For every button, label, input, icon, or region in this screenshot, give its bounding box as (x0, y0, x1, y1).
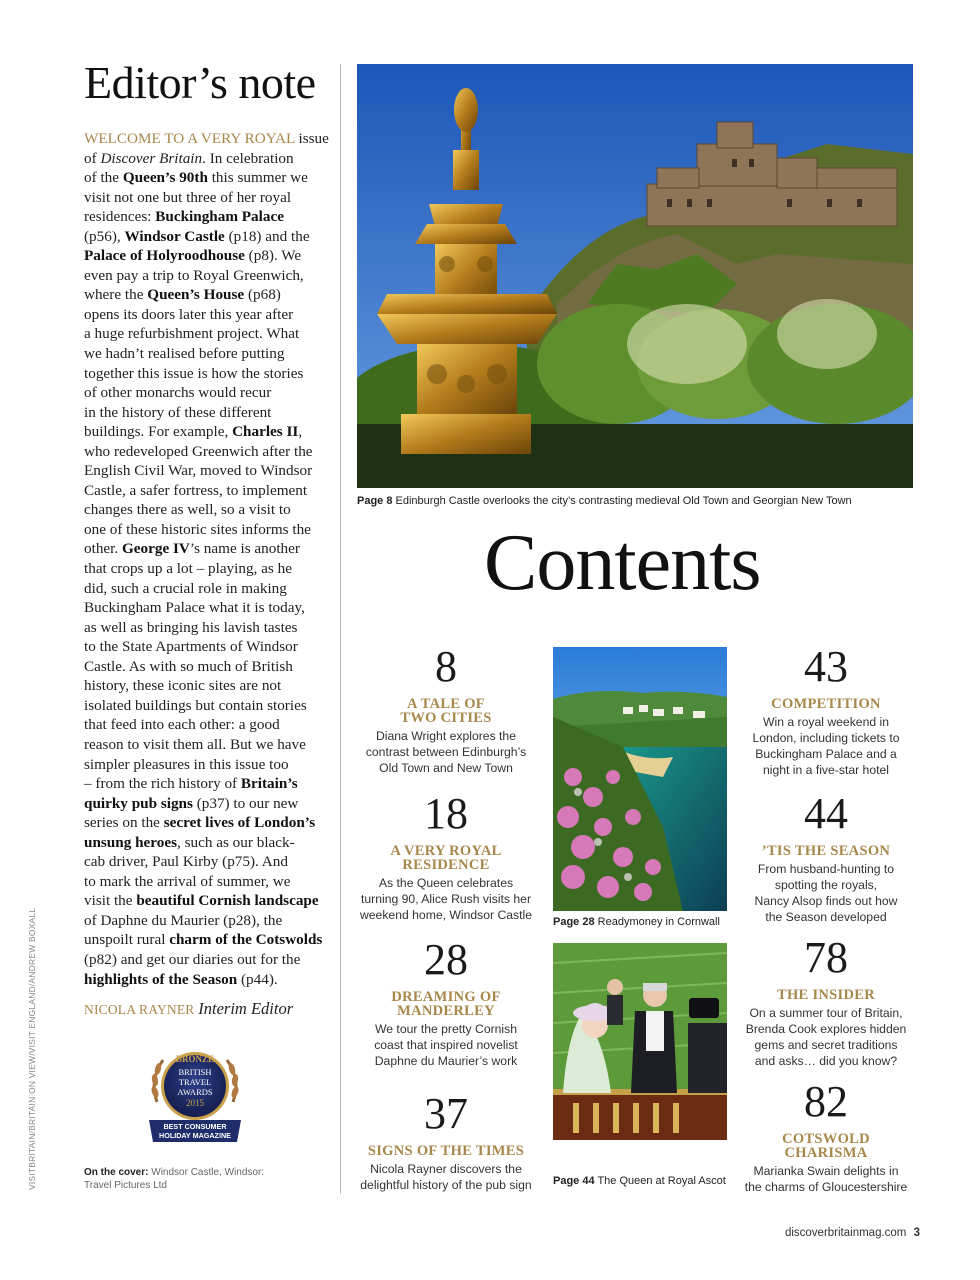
editor-body-line: (p56), Windsor Castle (p18) and the (84, 227, 310, 245)
page-footer (785, 1227, 920, 1239)
contents-item[interactable] (351, 642, 541, 776)
signature-name: NICOLA RAYNER (84, 1002, 195, 1017)
editor-body-line: to mark the arrival of summer, we (84, 872, 291, 890)
item-description: Nicola Rayner discovers the delightful history of the pub sign (360, 1162, 532, 1192)
item-headline: DREAMING OF MANDERLEY (391, 989, 501, 1019)
item-headline: A TALE OF TWO CITIES (400, 696, 492, 726)
editor-body-line: Palace of Holyroodhouse (p8). We (84, 247, 302, 265)
edinburgh-castle-photo (357, 64, 913, 488)
editor-body-line: to the State Apartments of Windsor (84, 638, 298, 656)
item-description: From husband-hunting to spotting the royals, Nancy Alsop finds out how the Season developed (754, 862, 898, 924)
editor-body-line: even pay a trip to Royal Greenwich, (84, 266, 304, 284)
item-headline: ’TIS THE SEASON (761, 843, 891, 859)
item-headline: A VERY ROYAL RESIDENCE (390, 843, 502, 873)
cornwall-caption-page: Page 28 (553, 916, 595, 928)
editor-body-line: where the Queen’s House (p68) (84, 286, 281, 304)
item-page-number: 37 (424, 1089, 468, 1138)
contents-title: Contents (484, 519, 761, 607)
editor-body-line: we hadn’t realised before putting (84, 345, 285, 363)
editor-body-line: series on the secret lives of London’s (84, 814, 316, 832)
item-page-number: 43 (804, 642, 848, 691)
contents-item[interactable] (351, 789, 541, 923)
editor-body-line: changes there as well, so a visit to (84, 501, 291, 519)
editor-body-line: highlights of the Season (p44). (84, 970, 278, 988)
contents-item[interactable] (731, 1077, 921, 1195)
editor-body-line: unspoilt rural charm of the Cotswolds (84, 931, 323, 949)
editor-body-line: simpler pleasures in this issue too (84, 755, 289, 773)
editor-signature (84, 999, 293, 1019)
item-headline: COTSWOLD CHARISMA (782, 1131, 870, 1161)
editor-body-line: who redeveloped Greenwich after the (84, 442, 313, 460)
editor-body-line: a huge refurbishment project. What (84, 325, 300, 343)
cornwall-photo (553, 647, 727, 911)
editor-body-line: residences: Buckingham Palace (84, 208, 284, 226)
item-description: As the Queen celebrates turning 90, Alice Rush visits her weekend home, Windsor Castle (359, 876, 533, 922)
contents-item[interactable] (731, 789, 921, 925)
cover-credit-text2: Travel Pictures Ltd (84, 1180, 167, 1191)
editor-note-body (84, 129, 332, 989)
item-description: Win a royal weekend in London, including tickets to Buckingham Palace and a night in a five-star hotel (752, 715, 900, 777)
contents-item[interactable] (351, 1089, 541, 1193)
editor-body-line: of the Queen’s 90th this summer we (84, 169, 308, 187)
cover-credit-label: On the cover: (84, 1167, 149, 1178)
item-page-number: 18 (424, 789, 468, 838)
item-headline: SIGNS OF THE TIMES (367, 1143, 525, 1159)
bronze-award-badge-logo (143, 1040, 247, 1144)
item-description: On a summer tour of Britain, Brenda Cook explores hidden gems and secret traditions and asks… did you know? (745, 1006, 907, 1068)
photo-credit-vertical: VISITBRITAIN/BRITAIN ON VIEW/VISIT ENGLAND/ANDREW BOXALL (27, 907, 37, 1190)
item-page-number: 8 (435, 642, 457, 691)
cornwall-caption (553, 916, 720, 928)
editor-body-line: opens its doors later this year after (84, 305, 294, 323)
svg-text:HOLIDAY MAGAZINE: HOLIDAY MAGAZINE (159, 1131, 231, 1140)
editor-body-line: in the history of these different (84, 403, 272, 421)
item-page-number: 82 (804, 1077, 848, 1126)
item-description: Diana Wright explores the contrast between Edinburgh’s Old Town and New Town (365, 729, 527, 775)
editor-title: Editor’s note (84, 57, 316, 108)
ascot-caption-text: The Queen at Royal Ascot (597, 1175, 726, 1187)
cornwall-caption-text: Readymoney in Cornwall (597, 916, 720, 928)
item-page-number: 44 (804, 789, 848, 838)
editor-body-line: unsung heroes, such as our black- (84, 833, 295, 851)
cover-credit (84, 1166, 264, 1192)
editor-body-line: WELCOME TO A VERY ROYAL issue (84, 130, 329, 147)
contents-item[interactable] (351, 935, 541, 1069)
editor-body-line: of other monarchs would recur (84, 384, 272, 402)
editor-body-line: together this issue is how the stories (84, 364, 304, 382)
editor-body-line: did, such a crucial role in making (84, 579, 287, 597)
editor-body-line: of Daphne du Maurier (p28), the (84, 911, 283, 929)
editor-body-line: that crops up a lot – playing, as he (84, 560, 292, 578)
editor-body-line: cab driver, Paul Kirby (p75). And (84, 853, 288, 871)
svg-text:BRONZE: BRONZE (175, 1054, 215, 1064)
editor-body-line: (p82) and get our diaries out for the (84, 950, 301, 968)
editor-body-line: isolated buildings but contain stories (84, 696, 307, 714)
svg-text:TRAVEL: TRAVEL (178, 1077, 212, 1087)
editor-body-line: that feed into each other: a good (84, 716, 280, 734)
ascot-caption-page: Page 44 (553, 1175, 595, 1187)
column-divider (340, 64, 341, 1194)
editor-body-line: – from the rich history of Britain’s (84, 775, 298, 793)
editor-body-line: history, these iconic sites are not (84, 677, 282, 695)
svg-text:2015: 2015 (186, 1098, 204, 1108)
footer-site: discoverbritainmag.com (784, 1227, 907, 1239)
editor-body-line: as well as bringing his lavish tastes (84, 618, 298, 636)
editor-body-line: Castle. As with so much of British (84, 657, 293, 675)
cover-credit-text1: Windsor Castle, Windsor: (151, 1167, 265, 1178)
hero-caption-page: Page 8 (357, 495, 393, 507)
item-headline: THE INSIDER (777, 987, 875, 1003)
contents-item[interactable] (731, 642, 921, 778)
editor-body-line: of Discover Britain. In celebration (84, 149, 294, 167)
editor-body-line: other. George IV’s name is another (84, 540, 300, 558)
hero-caption-text: Edinburgh Castle overlooks the city’s contrasting medieval Old Town and Georgian New Town (395, 495, 852, 507)
editor-body-line: one of these historic sites informs the (84, 520, 311, 538)
contents-item[interactable] (731, 933, 921, 1069)
signature-role: Interim Editor (198, 999, 294, 1018)
editor-body-line: visit not one but three of her royal (84, 188, 292, 206)
ascot-caption (553, 1175, 726, 1187)
editor-body-line: buildings. For example, Charles II, (84, 423, 303, 441)
svg-text:BEST CONSUMER: BEST CONSUMER (163, 1122, 227, 1131)
item-page-number: 28 (424, 935, 468, 984)
svg-text:BRITISH: BRITISH (178, 1067, 212, 1077)
page-number: 3 (913, 1227, 920, 1239)
item-description: We tour the pretty Cornish coast that inspired novelist Daphne du Maurier’s work (374, 1022, 518, 1068)
editor-body-line: English Civil War, moved to Windsor (84, 462, 313, 480)
item-headline: COMPETITION (771, 696, 881, 712)
editor-body-line: quirky pub signs (p37) to our new (84, 794, 299, 812)
editor-body-line: Buckingham Palace what it is today, (84, 599, 305, 617)
item-page-number: 78 (804, 933, 848, 982)
item-description: Marianka Swain delights in the charms of Gloucestershire (744, 1164, 908, 1194)
editor-body-line: visit the beautiful Cornish landscape (84, 892, 319, 910)
editor-body-line: Castle, a safer fortress, to implement (84, 481, 308, 499)
svg-text:AWARDS: AWARDS (177, 1087, 213, 1097)
editor-body-line: reason to visit them all. But we have (84, 735, 306, 753)
hero-caption (357, 495, 852, 507)
royal-ascot-photo (553, 943, 727, 1140)
